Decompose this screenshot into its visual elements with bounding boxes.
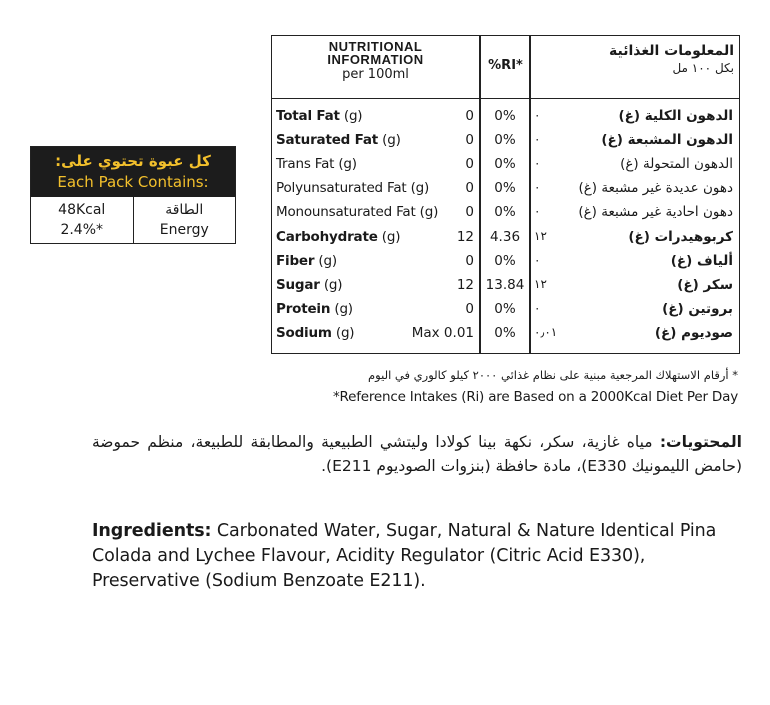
nutrient-name-ar: الدهون الكلية (غ) [618, 108, 733, 124]
nutrient-name [276, 301, 353, 317]
header-arabic [542, 42, 734, 76]
nutrient-ri: 0% [494, 324, 516, 341]
header-per-100ml-ar: بكل ١٠٠ مل [672, 61, 734, 75]
nutrient-name [276, 325, 354, 341]
nutrient-ri: 0% [494, 252, 516, 269]
nutrient-value: 0 [465, 180, 474, 197]
nutrient-unit: (g) [334, 300, 353, 317]
nutrient-unit: (g) [381, 228, 401, 245]
each-pack-header [31, 147, 235, 197]
nutrient-label: Sugar [276, 276, 320, 293]
nutrient-value: 0 [465, 132, 474, 149]
nutrient-label: Polyunsaturated Fat [276, 180, 407, 197]
nutrient-unit: (g) [382, 132, 401, 149]
nutrient-value-ar: ٠ [534, 132, 541, 147]
nutrient-name-ar: الدهون المشبعة (غ) [601, 132, 733, 149]
nutrient-ri: 0% [494, 132, 516, 149]
nutrient-value: 0 [465, 156, 474, 173]
reference-note-en: *Reference Intakes (Ri) are Based on a 2000Kcal Diet Per Day [332, 389, 738, 405]
nutrient-name [276, 108, 362, 124]
nutrient-ri: 13.84 [485, 276, 525, 293]
nutrition-table [271, 35, 740, 354]
nutrient-value-ar: ٠ [534, 204, 541, 219]
nutrition-row [272, 201, 739, 225]
nutrient-ri: 0% [494, 300, 516, 317]
nutrient-ri: 0% [494, 180, 516, 197]
nutrition-row [272, 274, 739, 298]
nutrient-name-ar: دهون احادية غير مشبعة (غ) [578, 204, 733, 221]
nutrient-value-ar: ٠٫٠١ [534, 324, 558, 339]
nutrient-label: Carbohydrate [276, 228, 378, 245]
ingredients-english [92, 519, 732, 594]
nutrient-label: Fiber [276, 252, 315, 269]
nutrient-name [276, 277, 342, 293]
nutrient-name-ar: سكر (غ) [677, 276, 733, 293]
each-pack-values [31, 197, 133, 243]
header-title-line2: INFORMATION [327, 52, 424, 67]
contents-text-ar: مياه غازية، سكر، نكهة بينا كولادا وليتشي الطبيعية والمطابقة للطبيعة، منظم حموضة (حامض الليمونيك E330)، مادة حافظة (بنزوات الصوديوم E211). [92, 433, 742, 475]
nutrient-ri: 4.36 [489, 228, 521, 245]
each-pack-title-en: Each Pack Contains: [57, 173, 209, 191]
nutrient-name [276, 204, 438, 220]
nutrient-label: Trans Fat [276, 156, 335, 173]
nutrient-name-ar: صوديوم (غ) [654, 324, 733, 341]
reference-note-ar: * أرقام الاستهلاك المرجعية مبنية على نظام غذائي ٢٠٠٠ كيلو كالوري في اليوم [368, 368, 738, 382]
nutrient-name-ar: ألياف (غ) [670, 252, 733, 269]
each-pack-box [30, 146, 236, 244]
nutrient-value-ar: ٠ [534, 108, 541, 122]
nutrient-unit: (g) [318, 252, 337, 269]
header-ri: %RI* [488, 58, 523, 73]
nutrient-value: 0 [465, 300, 474, 317]
pack-energy-label-ar: الطاقة [165, 202, 204, 218]
nutrient-label: Total Fat [276, 108, 340, 124]
nutrient-value: 0 [465, 252, 474, 269]
nutrient-name-ar: كربوهيدرات (غ) [628, 228, 733, 245]
nutrient-value: Max 0.01 [411, 324, 474, 341]
nutrient-value-ar: ٠ [534, 300, 541, 315]
pack-energy-label-en: Energy [159, 222, 209, 238]
nutrient-value-ar: ١٢ [534, 228, 547, 243]
nutrition-row [272, 129, 739, 153]
each-pack-title-ar: كل عبوة تحتوي على: [55, 152, 211, 170]
nutrition-row [272, 177, 739, 201]
nutrient-label: Protein [276, 300, 331, 317]
header-title-ar: المعلومات الغذائية [608, 43, 734, 59]
nutrition-row [272, 250, 739, 274]
nutrient-label: Monounsaturated Fat [276, 204, 416, 221]
each-pack-labels [133, 197, 236, 243]
nutrition-row [272, 322, 739, 346]
nutrient-value-ar: ٠ [534, 156, 541, 171]
header-title-line1: NUTRITIONAL [328, 39, 423, 54]
nutrient-name [276, 156, 357, 172]
nutrition-table-header [272, 36, 739, 99]
nutrition-row [272, 298, 739, 322]
nutrient-name [276, 229, 400, 245]
nutrient-name-ar: الدهون المتحولة (غ) [620, 156, 733, 173]
nutrient-label: Sodium [276, 324, 332, 341]
nutrient-name [276, 253, 337, 269]
nutrient-value-ar: ١٢ [534, 276, 547, 291]
pack-ri-percent: 2.4%* [60, 222, 104, 238]
contents-arabic [92, 430, 742, 478]
nutrient-ri: 0% [494, 156, 516, 173]
nutrient-name [276, 180, 429, 196]
header-english [272, 40, 479, 84]
nutrient-unit: (g) [338, 156, 357, 173]
nutrient-ri: 0% [494, 204, 516, 221]
nutrient-unit: (g) [343, 108, 363, 124]
nutrient-unit: (g) [410, 180, 430, 197]
nutrient-value-ar: ٠ [534, 180, 541, 195]
nutrition-row [272, 105, 739, 129]
nutrition-row [272, 226, 739, 250]
nutrient-name-ar: دهون عديدة غير مشبعة (غ) [578, 180, 733, 197]
nutrient-ri: 0% [494, 108, 516, 124]
nutrient-value: 0 [465, 108, 474, 124]
header-per-100ml: per 100ml [342, 67, 409, 82]
nutrient-value-ar: ٠ [534, 252, 541, 267]
ingredients-text: Carbonated Water, Sugar, Natural & Nature Identical Pina Colada and Lychee Flavour, Acidity Regulator (Citric Acid E330), Preservative (Sodium Benzoate E211). [92, 521, 717, 591]
nutrient-unit: (g) [323, 276, 343, 293]
nutrient-label: Saturated Fat [276, 132, 379, 149]
nutrient-name-ar: بروتين (غ) [662, 300, 733, 317]
nutrient-name [276, 132, 401, 148]
contents-label-ar: المحتويات: [659, 433, 742, 451]
nutrient-value: 12 [456, 228, 474, 245]
pack-kcal: 48Kcal [58, 202, 106, 218]
nutrition-row [272, 153, 739, 177]
nutrient-unit: (g) [335, 324, 355, 341]
nutrient-unit: (g) [419, 204, 439, 221]
nutrient-value: 0 [465, 204, 474, 221]
ingredients-label: Ingredients: [92, 521, 212, 541]
nutrient-value: 12 [456, 276, 474, 293]
